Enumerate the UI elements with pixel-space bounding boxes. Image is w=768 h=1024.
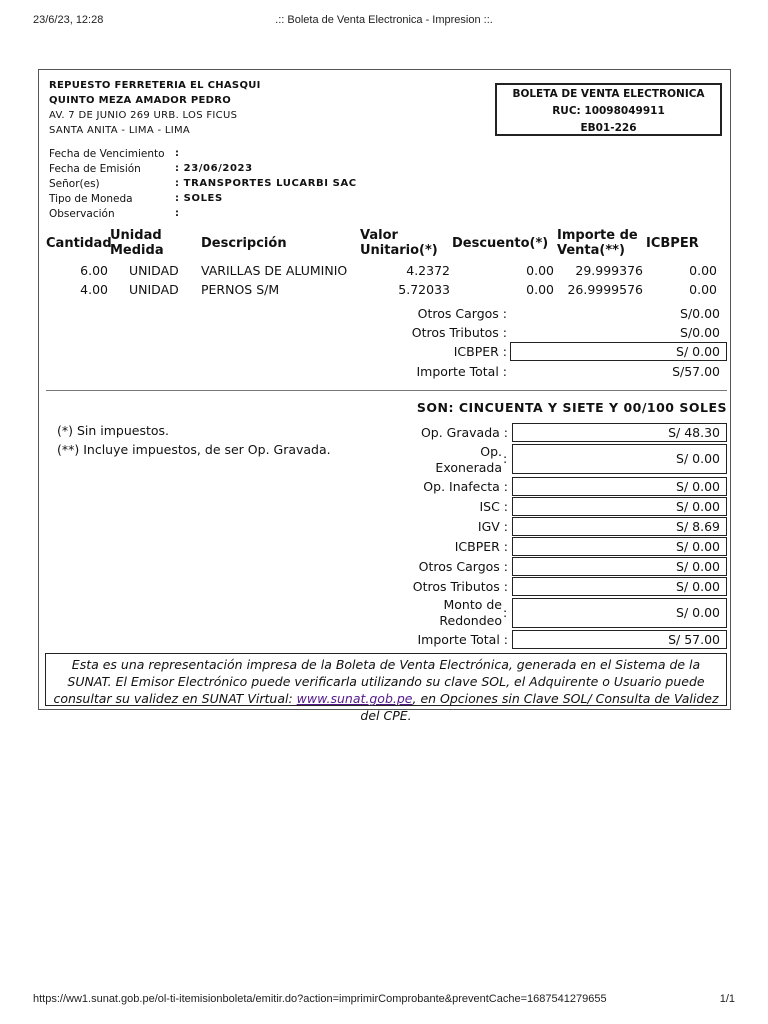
cell-descripcion: VARILLAS DE ALUMINIO bbox=[201, 263, 348, 278]
total-label-redondeo-line2: Redondeo bbox=[439, 613, 502, 628]
total-label-icbper: ICBPER : bbox=[454, 539, 508, 554]
total-value-otros-cargos: S/ 0.00 bbox=[512, 557, 727, 576]
cell-descripcion: PERNOS S/M bbox=[201, 282, 280, 297]
total-label-otros-cargos: Otros Cargos : bbox=[418, 559, 508, 574]
cell-unidad: UNIDAD bbox=[129, 282, 179, 297]
total-label-monto-redondeo bbox=[380, 597, 502, 629]
cell-valor: 4.2372 bbox=[406, 263, 450, 278]
header-valor-line2: Unitario(*) bbox=[360, 243, 438, 258]
total-value-isc: S/ 0.00 bbox=[512, 497, 727, 516]
company-district: SANTA ANITA - LIMA - LIMA bbox=[49, 125, 191, 136]
cell-cantidad: 4.00 bbox=[80, 282, 108, 297]
info-label-observacion: Observación bbox=[49, 208, 115, 220]
document-ruc: RUC: 10098049911 bbox=[552, 105, 665, 117]
document-type: BOLETA DE VENTA ELECTRONICA bbox=[512, 88, 705, 100]
company-owner: QUINTO MEZA AMADOR PEDRO bbox=[49, 95, 232, 106]
total-label-exonerada-line1: Op. bbox=[480, 444, 502, 459]
company-name: REPUESTO FERRETERIA EL CHASQUI bbox=[49, 80, 261, 91]
legal-note bbox=[45, 653, 727, 723]
cell-icbper: 0.00 bbox=[689, 263, 717, 278]
info-label-moneda: Tipo de Moneda bbox=[49, 193, 133, 205]
legal-note-text-end: , en Opciones sin Clave SOL/ Consulta de Validez del CPE. bbox=[360, 691, 719, 723]
info-label-emision: Fecha de Emisión bbox=[49, 163, 141, 175]
header-unidad-line2: Medida bbox=[110, 243, 164, 258]
info-label-senor: Señor(es) bbox=[49, 178, 100, 190]
cell-valor: 5.72033 bbox=[398, 282, 450, 297]
total-colon-redondeo: : bbox=[503, 605, 508, 620]
total-value-icbper: S/ 0.00 bbox=[512, 537, 727, 556]
total-value-otros-tributos: S/ 0.00 bbox=[512, 577, 727, 596]
subtotal-label-otros-tributos: Otros Tributos : bbox=[411, 325, 507, 340]
total-colon-exonerada: : bbox=[503, 451, 508, 466]
total-label-exonerada-line2: Exonerada bbox=[435, 460, 502, 475]
subtotal-label-importe-total: Importe Total : bbox=[416, 364, 507, 379]
subtotal-value-otros-cargos: S/0.00 bbox=[680, 306, 720, 321]
sunat-link[interactable]: www.sunat.gob.pe bbox=[296, 691, 413, 706]
total-label-importe-total: Importe Total : bbox=[417, 632, 508, 647]
header-importe-line1: Importe de bbox=[557, 228, 638, 243]
total-value-op-exonerada: S/ 0.00 bbox=[512, 444, 727, 474]
subtotal-value-otros-tributos: S/0.00 bbox=[680, 325, 720, 340]
total-label-op-inafecta: Op. Inafecta : bbox=[423, 479, 508, 494]
total-label-otros-tributos: Otros Tributos : bbox=[412, 579, 508, 594]
header-valor-unitario bbox=[360, 228, 438, 258]
cell-descuento: 0.00 bbox=[526, 263, 554, 278]
info-value-observacion: : bbox=[175, 208, 180, 219]
print-url: https://ww1.sunat.gob.pe/ol-ti-itemisionboleta/emitir.do?action=imprimirComprobante&preventCache=1687541279655 bbox=[33, 993, 607, 1005]
total-value-igv: S/ 8.69 bbox=[512, 517, 727, 536]
note-sin-impuestos: (*) Sin impuestos. bbox=[57, 423, 170, 438]
legal-note-text: Esta es una representación impresa de la Boleta de Venta Electrónica, generada en el Sistema de la SUNAT. El Emisor Electrónico puede verificarla utilizando su clave SOL, el Adquirente o Usuario puede consultar su validez en SUNAT Virtual: bbox=[53, 657, 705, 706]
cell-importe: 29.999376 bbox=[575, 263, 643, 278]
document-box bbox=[495, 83, 722, 136]
header-cantidad: Cantidad bbox=[46, 236, 112, 251]
header-unidad-line1: Unidad bbox=[110, 228, 162, 243]
note-incluye-impuestos: (**) Incluye impuestos, de ser Op. Gravada. bbox=[57, 442, 331, 457]
header-unidad-medida bbox=[110, 228, 164, 258]
total-label-isc: ISC : bbox=[479, 499, 508, 514]
header-icbper: ICBPER bbox=[646, 236, 699, 251]
document-number: EB01-226 bbox=[580, 122, 637, 134]
header-descuento: Descuento(*) bbox=[452, 236, 549, 251]
info-label-vencimiento: Fecha de Vencimiento bbox=[49, 148, 165, 160]
cell-cantidad: 6.00 bbox=[80, 263, 108, 278]
total-value-op-inafecta: S/ 0.00 bbox=[512, 477, 727, 496]
cell-importe: 26.9999576 bbox=[567, 282, 643, 297]
cell-unidad: UNIDAD bbox=[129, 263, 179, 278]
print-page-number: 1/1 bbox=[719, 993, 735, 1005]
info-value-moneda: : SOLES bbox=[175, 193, 223, 204]
total-label-op-exonerada bbox=[380, 444, 502, 476]
divider bbox=[46, 390, 727, 391]
header-valor-line1: Valor bbox=[360, 228, 398, 243]
total-value-op-gravada: S/ 48.30 bbox=[512, 423, 727, 442]
info-value-emision: : 23/06/2023 bbox=[175, 163, 253, 174]
cell-icbper: 0.00 bbox=[689, 282, 717, 297]
company-address: AV. 7 DE JUNIO 269 URB. LOS FICUS bbox=[49, 110, 238, 121]
header-importe-venta bbox=[557, 228, 638, 258]
subtotal-label-icbper: ICBPER : bbox=[453, 344, 507, 359]
header-importe-line2: Venta(**) bbox=[557, 243, 625, 258]
amount-in-words: SON: CINCUENTA Y SIETE Y 00/100 SOLES bbox=[416, 400, 727, 415]
subtotal-label-otros-cargos: Otros Cargos : bbox=[417, 306, 507, 321]
total-label-igv: IGV : bbox=[477, 519, 508, 534]
total-value-importe-total: S/ 57.00 bbox=[512, 630, 727, 649]
print-title: .:: Boleta de Venta Electronica - Impresion ::. bbox=[275, 14, 493, 26]
subtotal-value-icbper: S/ 0.00 bbox=[510, 342, 727, 361]
info-value-senor: : TRANSPORTES LUCARBI SAC bbox=[175, 178, 357, 189]
subtotal-value-importe-total: S/57.00 bbox=[672, 364, 720, 379]
total-label-redondeo-line1: Monto de bbox=[443, 597, 502, 612]
header-descripcion: Descripción bbox=[201, 236, 287, 251]
print-datetime: 23/6/23, 12:28 bbox=[33, 14, 104, 26]
info-value-vencimiento: : bbox=[175, 148, 180, 159]
total-label-op-gravada: Op. Gravada : bbox=[420, 425, 508, 440]
total-value-monto-redondeo: S/ 0.00 bbox=[512, 598, 727, 628]
cell-descuento: 0.00 bbox=[526, 282, 554, 297]
